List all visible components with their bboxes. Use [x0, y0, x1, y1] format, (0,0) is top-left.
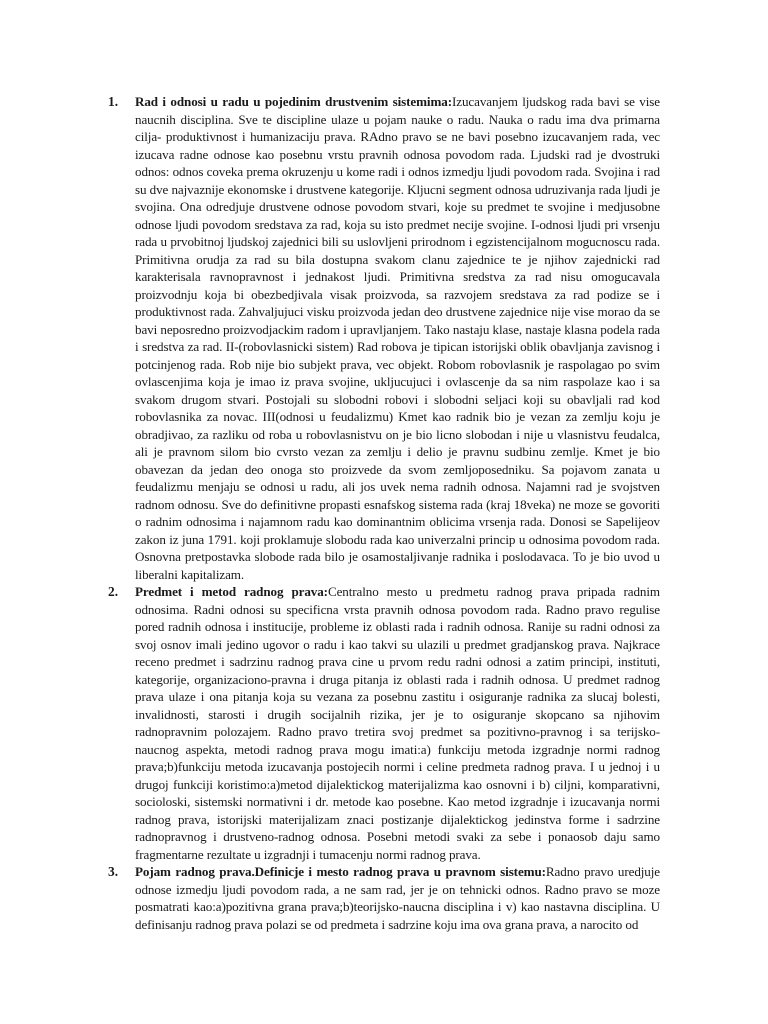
paragraph: [135, 583, 660, 863]
item-number: 2.: [108, 584, 119, 599]
item-number: 3.: [108, 864, 119, 879]
item-number: 1.: [108, 94, 119, 109]
list-item: [108, 93, 660, 583]
paragraph: [135, 863, 660, 933]
item-body: Centralno mesto u predmetu radnog prava pripada radnim odnosima. Radni odnosi su specificna vrsta pravnih odnosa povodom rada. Radno pravo regulise pored radnih odnosa i institucije, probleme iz oblasti rada i radnih odnosa. Ranije su radni odnosi za svoj osnov imali jedino ugovor o radu i kao takvi su ulazili u predmet gradjanskog prava. Najkrace receno predmet i sadrzinu radnog prava cine u prvom redu radni odnosi a zatim principi, instituti, kategorije, organizaciono-pravna i druga pitanja iz oblasti rada i radnih odnosa. U predmet radnog prava ulaze i ona pitanja koja su vezana za posebnu zastitu i osiguranje radnika za slucaj bolesti, invalidnosti, starosti i drugih socijalnih rizika, jer je to osiguranje skopcano sa njihovim radnopravnim polozajem. Radno pravo tretira svoj predmet sa pozitivno-pravnog i sa terijsko-naucnog aspekta, metodi radnog prava mogu imati:a) funkciju metoda izgradnje normi radnog prava;b)funkciju metoda izucavanja postojecih normi i celine predmeta radnog prava. I u jednoj i u drugoj funkciji koristimo:a)metod dijalektickog materijalizma kao osnovni i b) ciljni, komparativni, socioloski, sistemski normativni i dr. metode kao posebne. Kao metod izgradnje i izucavanja normi radnog prava, istorijski materijalizam znaci postizanje dijalektickog jedinstva forme i sadrzine radnopravnog i drustveno-radnog odnosa. Posebni metodi svaki za sebe i ponaosob daju samo fragmentarne rezultate u izgradnji i tumacenju normi radnog prava.: [135, 584, 660, 862]
item-body: Izucavanjem ljudskog rada bavi se vise naucnih disciplina. Sve te discipline ulaze u pojam nauke o radu. Nauka o radu ima dva primarna cilja- produktivnost i humanizaciju prava. RAdno pravo se ne bavi posebno izucavanjem rada, vec izucava radne odnose kao posebnu vrstu pravnih odnosa povodom rada. Ljudski rad je dvostruki odnos: odnos coveka prema okruzenju u kome radi i odnos izmedju ljudi povodom rada. Svojina i rad su dve najvaznije ekonomske i drustvene kategorije. Kljucni segment odnosa udruzivanja rada ljudi je svojina. Ona odredjuje drustvene odnose povodom stvari, koje su predmet te svojine i medjusobne odnose ljudi povodom sredstava za rad, koja su isto predmet necije svojine. I-odnosi ljudi pri vrsenju rada u prvobitnoj ljudskoj zajednici bili su uslovljeni prirodnom i egzistencijalnom mogucnoscu rada. Primitivna orudja za rad su bila dostupna svakom clanu zajednice te je njihov zajednicki rad karakterisala ravnopravnost i jednakost ljudi. Primitivna sredstva za rad nisu omogucavala proizvodnju koja bi obezbedjivala visak proizvoda, sa razvojem sredstava za rad podize se i produktivnost rada. Zahvaljujuci visku proizvoda jedan deo drustvene zajednice nije vise morao da se bavi neposredno proizvodjackim radom i upravljanjem. Tako nastaju klase, nastaje klasna podela rada i sredstva za rad. II-(robovlasnicki sistem) Rad robova je tipican istorijski oblik obavljanja zavisnog i potcinjenog rada. Rob nije bio subjekt prava, vec objekt. Robom robovlasnik je raspolagao po svim ovlascenjima koja je imao iz prava svojine, ukljucujuci i ovlascenje da sa nim raspolaze kao i sa svakom drugom stvari. Postojali su slobodni robovi i slobodni seljaci koji su obavljali rad kod robovlasnika za novac. III(odnosi u feudalizmu) Kmet kao radnik bio je vezan za zemlju koju je obradjivao, za razliku od roba u robovlasnistvu on je bio licno slobodan i nije u vlasnistvu feudalca, ali je pravnom silom bio cvrsto vezan za zemlju i delio je pravnu sudbinu zemlje. Kmet je bio obavezan da jedan deo onoga sto proizvede da svom zemljoposedniku. Sa pojavom zanata u feudalizmu menjaju se odnosi u radu, ali jos uvek nema radnih odnosa. Najamni rad je svojstven radnom odnosu. Sve do definitivne propasti esnafskog sistema rada (kraj 18veka) ne moze se govoriti o radnim odnosima i najamnom radu kao dominantnim oblicima vrsenja rada. Donosi se Sapelijeov zakon iz juna 1791. koji proklamuje slobodu rada kao univerzalni princip u odnosima povodom rada. Osnovna pretpostavka slobode rada bilo je osamostaljivanje radnika i poslodavaca. To je bio uvod u liberalni kapitalizam.: [135, 94, 660, 582]
list-item: [108, 863, 660, 933]
item-heading: Pojam radnog prava.Definicje i mesto radnog prava u pravnom sistemu:: [135, 864, 546, 879]
item-heading: Predmet i metod radnog prava:: [135, 584, 328, 599]
list-item: [108, 583, 660, 863]
numbered-list: [108, 93, 660, 933]
item-heading: Rad i odnosi u radu u pojedinim drustvenim sistemima:: [135, 94, 452, 109]
paragraph: [135, 93, 660, 583]
item-body: Radno pravo uredjuje odnose izmedju ljudi povodom rada, a ne sam rad, jer je on tehnicki odnos. Radno pravo se moze posmatrati kao:a)pozitivna grana prava;b)teorijsko-naucna disciplina i v) kao nastavna disciplina. U definisanju radnog prava polazi se od predmeta i sadrzine koju ima ova grana prava, a narocito od: [135, 864, 660, 932]
